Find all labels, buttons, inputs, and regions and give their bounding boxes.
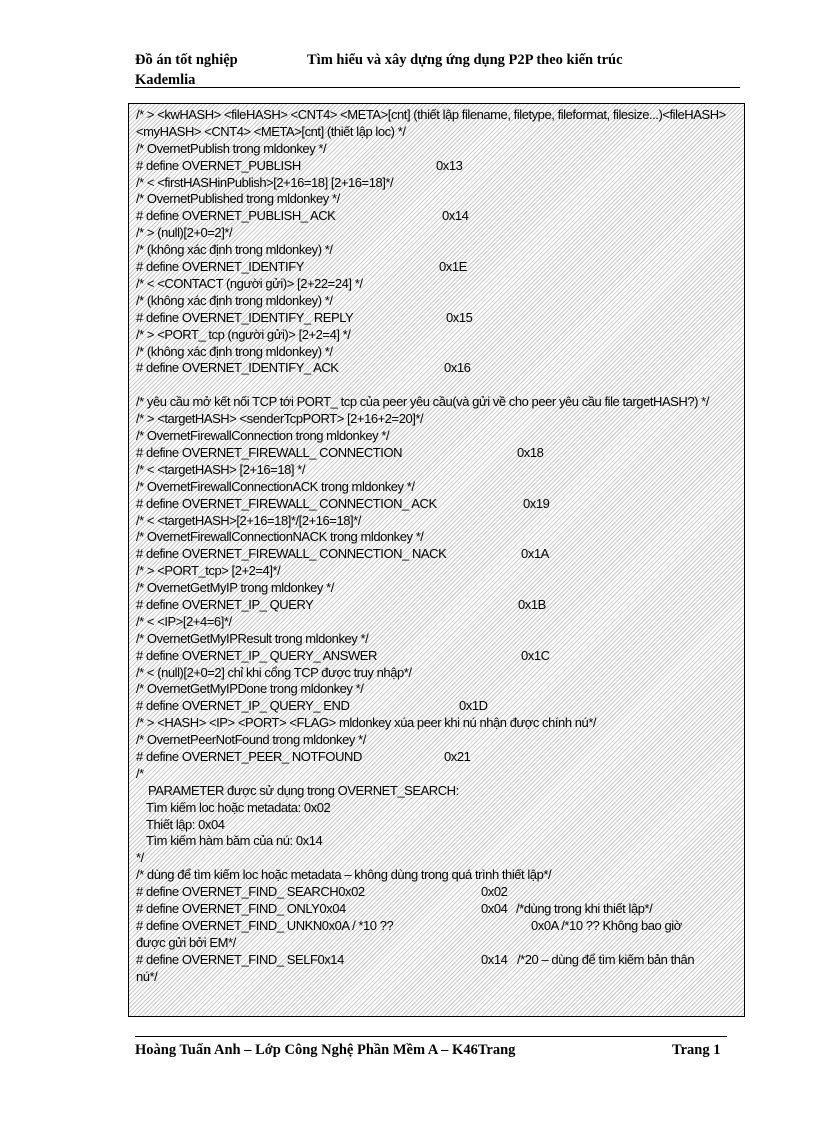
blank-line xyxy=(136,377,738,394)
define-value: 0x0A /*10 ?? Không bao giờ xyxy=(531,917,682,933)
define-comment: /*20 – dùng để tìm kiếm bản thân xyxy=(517,951,695,967)
footer-divider xyxy=(135,1036,727,1037)
code-line: # define OVERNET_IDENTIFY 0x1E xyxy=(136,259,467,275)
code-line: /* OvernetFirewallConnectionACK trong mldonkey */ xyxy=(136,478,415,494)
code-line: nú*/ xyxy=(136,968,158,984)
code-line: # define OVERNET_IDENTIFY_ ACK 0x16 xyxy=(136,360,471,376)
code-line: # define OVERNET_IDENTIFY_ REPLY 0x15 xyxy=(136,309,473,325)
code-line: # define OVERNET_PUBLISH 0x13 xyxy=(136,157,463,173)
define-value: 0x1C xyxy=(521,647,550,663)
code-line: /* (không xác định trong mldonkey) */ xyxy=(136,343,333,359)
code-line: /* > <PORT_tcp> [2+2=4]*/ xyxy=(136,563,281,579)
footer-author: Hoàng Tuấn Anh – Lớp Công Nghệ Phần Mềm A – K46Trang xyxy=(135,1042,516,1058)
code-line: /* xyxy=(136,765,144,781)
define-value: 0x19 xyxy=(523,495,550,511)
header-right-title: Tìm hiểu và xây dựng ứng dụng P2P theo kiến trúc xyxy=(307,52,623,68)
code-line: Tìm kiếm loc hoặc metadata: 0x02 xyxy=(146,799,331,815)
code-line: /* OvernetPeerNotFound trong mldonkey */ xyxy=(136,732,366,748)
code-line: /* > (null)[2+0=2]*/ xyxy=(136,225,233,241)
code-line: /* OvernetFirewallConnectionNACK trong mldonkey */ xyxy=(136,529,424,545)
code-line: Thiết lập: 0x04 xyxy=(146,816,225,832)
define-value: 0x14 xyxy=(442,208,469,224)
code-line: # define OVERNET_FIREWALL_ CONNECTION 0x18 xyxy=(136,444,544,460)
code-line: # define OVERNET_IP_ QUERY_ ANSWER 0x1C xyxy=(136,647,550,663)
code-line: /* < <targetHASH>[2+16=18]*/[2+16=18]*/ xyxy=(136,512,361,528)
define-value: 0x14 xyxy=(481,951,508,967)
define-value: 0x16 xyxy=(444,360,471,376)
code-line: /* < <IP>[2+4=6]*/ xyxy=(136,613,232,629)
code-line: # define OVERNET_FIREWALL_ CONNECTION_ NACK 0x1A xyxy=(136,546,549,562)
code-listing-box xyxy=(128,103,745,1017)
code-line: /* < (null)[2+0=2] chỉ khi cổng TCP được truy nhập*/ xyxy=(136,664,412,680)
define-value: 0x04 xyxy=(481,901,508,917)
code-line: được gửi bởi EM*/ xyxy=(136,934,236,950)
define-value: 0x18 xyxy=(517,444,544,460)
code-line: /* OvernetGetMyIPResult trong mldonkey */ xyxy=(136,630,369,646)
define-value: 0x1A xyxy=(521,546,549,562)
code-line: /* < <targetHASH> [2+16=18] */ xyxy=(136,461,305,477)
code-line: /* OvernetPublished trong mldonkey */ xyxy=(136,191,340,207)
code-line: /* OvernetFirewallConnection trong mldonkey */ xyxy=(136,428,390,444)
code-line: # define OVERNET_IP_ QUERY_ END 0x1D xyxy=(136,698,488,714)
define-comment: /*dùng trong khi thiết lập*/ xyxy=(516,901,653,917)
define-value: 0x13 xyxy=(436,157,463,173)
code-line: # define OVERNET_FIND_ UNKN0x0A / *10 ?? 0x0A /*10 ?? Không bao giờ xyxy=(136,917,682,933)
code-line: PARAMETER được sử dụng trong OVERNET_SEARCH: xyxy=(148,782,459,798)
code-line: /* > <kwHASH> <fileHASH> <CNT4> <META>[cnt] (thiết lập filename, filetype, fileformat, filesize...)<fileHASH> <myHASH> <CNT4> <META>[cnt] (thiết lập loc) */ xyxy=(136,107,726,139)
code-line: /* OvernetGetMyIP trong mldonkey */ xyxy=(136,580,334,596)
code-line: Tìm kiếm hàm băm của nú: 0x14 xyxy=(146,833,323,849)
header-divider xyxy=(135,87,740,88)
define-value: 0x1B xyxy=(518,596,546,612)
page-number: Trang 1 xyxy=(672,1042,721,1058)
code-line: /* > <targetHASH> <senderTcpPORT> [2+16+2=20]*/ xyxy=(136,411,424,427)
define-value: 0x1E xyxy=(439,259,467,275)
code-line: # define OVERNET_FIND_ SEARCH0x02 0x02 xyxy=(136,884,508,900)
code-line: /* < <CONTACT (người gửi)> [2+22=24] */ xyxy=(136,275,363,291)
code-line: /* OvernetPublish trong mldonkey */ xyxy=(136,140,327,156)
code-line: # define OVERNET_PUBLISH_ ACK 0x14 xyxy=(136,208,469,224)
code-line: /* yêu cầu mở kết nối TCP tới PORT_ tcp của peer yêu cầu(và gửi về cho peer yêu cầu file targetHASH?) */ xyxy=(136,394,709,410)
code-line: # define OVERNET_FIND_ ONLY0x04 0x04 /*dùng trong khi thiết lập*/ xyxy=(136,901,653,917)
code-line: # define OVERNET_IP_ QUERY 0x1B xyxy=(136,596,546,612)
code-line: # define OVERNET_FIND_ SELF0x14 0x14 /*20 – dùng để tìm kiếm bản thân xyxy=(136,951,695,967)
code-line: */ xyxy=(136,850,144,866)
header-left-title: Đồ án tốt nghiệp Kademlia xyxy=(135,52,238,88)
code-line: # define OVERNET_FIREWALL_ CONNECTION_ ACK 0x19 xyxy=(136,495,550,511)
page-header xyxy=(135,50,740,90)
code-line: # define OVERNET_PEER_ NOTFOUND 0x21 xyxy=(136,749,471,764)
define-value: 0x15 xyxy=(446,309,473,325)
code-line: /* (không xác định trong mldonkey) */ xyxy=(136,292,333,308)
code-line: /* < <firstHASHinPublish>[2+16=18] [2+16=18]*/ xyxy=(136,174,394,190)
code-line: /* dùng để tìm kiếm loc hoặc metadata – không dùng trong quá trình thiết lập*/ xyxy=(136,867,552,883)
code-line: /* > <HASH> <IP> <PORT> <FLAG> mldonkey xúa peer khi nú nhận được chính nú*/ xyxy=(136,715,597,731)
define-value: 0x21 xyxy=(444,749,471,764)
code-line: /* (không xác định trong mldonkey) */ xyxy=(136,242,333,258)
code-line: /* OvernetGetMyIPDone trong mldonkey */ xyxy=(136,681,364,697)
code-line: /* > <PORT_ tcp (người gửi)> [2+2=4] */ xyxy=(136,326,351,342)
define-value: 0x02 xyxy=(481,884,508,900)
define-value: 0x1D xyxy=(459,698,488,714)
